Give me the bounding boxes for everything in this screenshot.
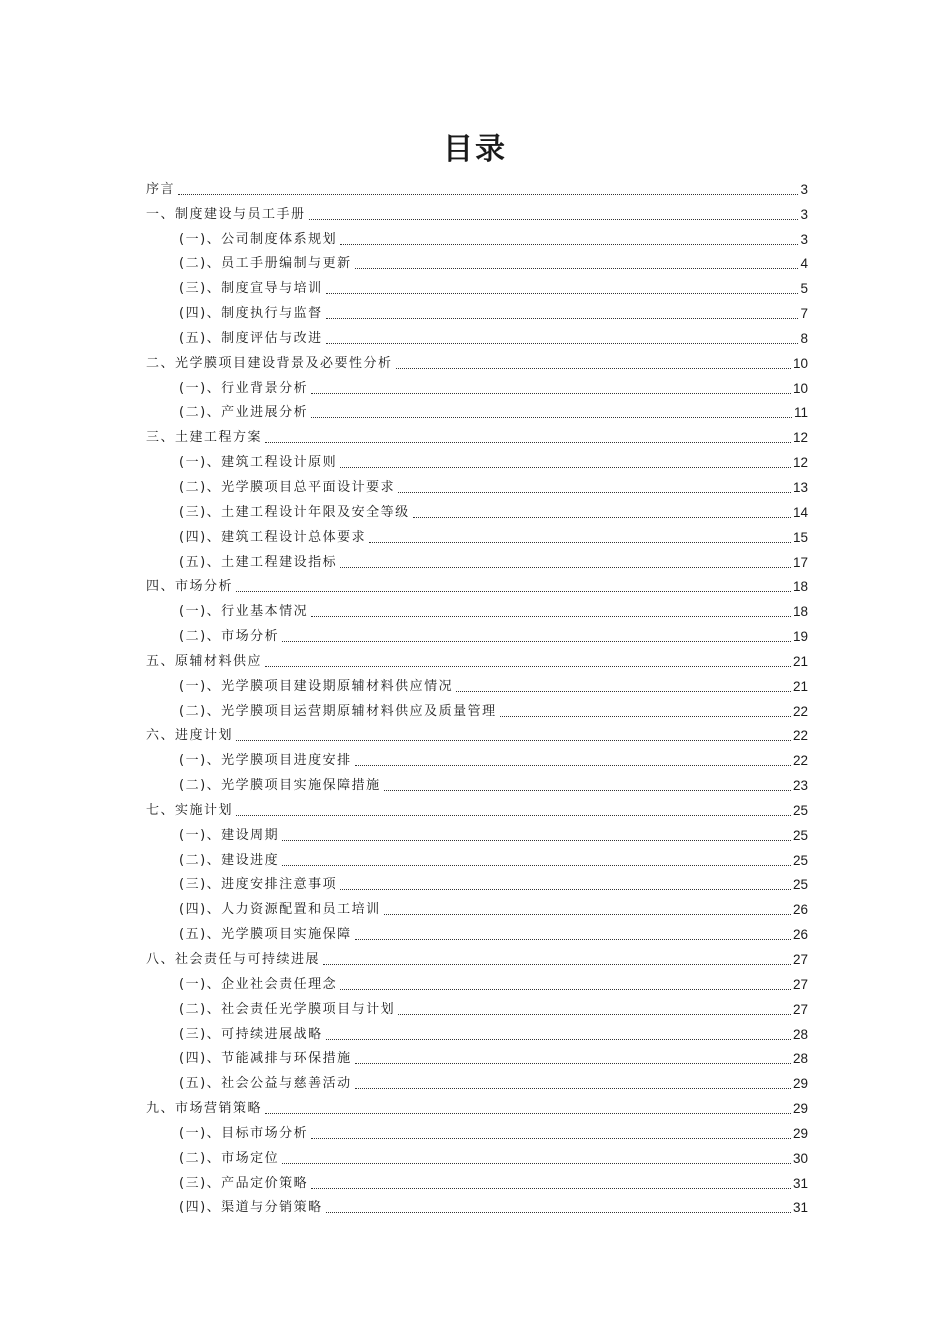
page-title: 目录 [443, 132, 507, 167]
dot-leader [456, 690, 791, 692]
toc-entry-label: (一)、行业背景分析 [179, 380, 309, 396]
toc-entry[interactable] [146, 919, 808, 944]
dot-leader [282, 1162, 791, 1164]
toc-entry[interactable] [146, 795, 808, 820]
toc-entry-label: 四、市场分析 [146, 579, 234, 595]
toc-entry-page-number: 25 [792, 802, 808, 818]
toc-entry-page-number: 29 [792, 1101, 808, 1117]
toc-entry-label: (五)、土建工程建设指标 [179, 554, 338, 570]
dot-leader [326, 342, 799, 344]
toc-entry-page-number: 4 [800, 256, 808, 272]
toc-entry-page-number: 14 [792, 504, 808, 520]
dot-leader [355, 938, 791, 940]
toc-entry-page-number: 28 [792, 1026, 808, 1042]
toc-entry-page-number: 21 [792, 678, 808, 694]
toc-entry[interactable] [146, 696, 808, 721]
toc-entry-page-number: 25 [792, 827, 808, 843]
toc-entry-page-number: 25 [792, 852, 808, 868]
toc-entry-label: (四)、节能减排与环保措施 [179, 1051, 352, 1067]
toc-entry-label: 七、实施计划 [146, 802, 234, 818]
dot-leader [398, 491, 791, 493]
toc-entry-page-number: 29 [792, 1125, 808, 1141]
toc-entry[interactable] [146, 1118, 808, 1143]
toc-entry-label: 五、原辅材料供应 [146, 653, 263, 669]
toc-entry-label: 八、社会责任与可持续进展 [146, 952, 321, 967]
dot-leader [340, 888, 791, 890]
toc-entry-label: (五)、社会公益与慈善活动 [179, 1076, 352, 1092]
toc-entry-label: (四)、渠道与分销策略 [179, 1200, 323, 1216]
toc-entry[interactable] [146, 273, 808, 298]
toc-entry-label: (二)、光学膜项目总平面设计要求 [179, 479, 396, 495]
toc-entry-label: (一)、企业社会责任理念 [179, 976, 338, 992]
toc-entry-label: (二)、产业进展分析 [179, 405, 309, 421]
dot-leader [340, 566, 791, 568]
toc-entry-page-number: 11 [793, 405, 808, 421]
toc-entry[interactable] [146, 398, 808, 423]
dot-leader [355, 764, 791, 766]
dot-leader [311, 1187, 791, 1189]
toc-entry-label: (一)、建筑工程设计原则 [179, 455, 338, 471]
toc-entry-page-number: 22 [792, 753, 808, 769]
toc-entry-label: (五)、制度评估与改进 [179, 330, 323, 346]
toc-entry-page-number: 12 [792, 430, 808, 446]
toc-entry[interactable] [146, 1168, 808, 1193]
toc-entry[interactable] [146, 969, 808, 994]
dot-leader [384, 913, 791, 915]
toc-entry[interactable] [146, 249, 808, 274]
table-of-contents [146, 174, 808, 1217]
toc-entry[interactable] [146, 770, 808, 795]
toc-entry-page-number: 5 [800, 281, 808, 297]
dot-leader [413, 516, 791, 518]
toc-entry[interactable] [146, 373, 808, 398]
toc-entry[interactable] [146, 199, 808, 224]
toc-entry-page-number: 12 [792, 455, 808, 471]
dot-leader [265, 665, 791, 667]
toc-entry-page-number: 3 [800, 206, 808, 222]
toc-entry-label: (一)、目标市场分析 [179, 1125, 309, 1141]
toc-entry-label: (四)、人力资源配置和员工培训 [179, 902, 381, 918]
toc-entry-label: (三)、进度安排注意事项 [179, 877, 338, 893]
toc-entry-label: (二)、光学膜项目运营期原辅材料供应及质量管理 [179, 703, 497, 719]
dot-leader [311, 1137, 791, 1139]
dot-leader [326, 292, 799, 294]
toc-entry-label: 二、光学膜项目建设背景及必要性分析 [146, 355, 393, 371]
toc-entry-page-number: 31 [792, 1200, 808, 1216]
toc-entry[interactable] [146, 174, 808, 199]
toc-entry[interactable] [146, 1143, 808, 1168]
toc-entry-page-number: 29 [792, 1076, 808, 1092]
dot-leader [323, 963, 791, 965]
toc-entry[interactable] [146, 1093, 808, 1118]
toc-entry-page-number: 27 [792, 976, 808, 992]
dot-leader [355, 267, 799, 269]
dot-leader [340, 243, 798, 245]
dot-leader [311, 615, 791, 617]
toc-entry-label: (三)、产品定价策略 [179, 1175, 309, 1191]
toc-entry[interactable] [146, 547, 808, 572]
dot-leader [311, 416, 792, 418]
toc-entry-page-number: 27 [792, 952, 808, 967]
dot-leader [236, 814, 791, 816]
toc-entry-page-number: 21 [792, 653, 808, 669]
toc-entry[interactable] [146, 497, 808, 522]
toc-entry[interactable] [146, 994, 808, 1019]
toc-entry[interactable] [146, 1068, 808, 1093]
toc-entry-label: (三)、制度宣导与培训 [179, 281, 323, 297]
toc-entry-label: (二)、社会责任光学膜项目与计划 [179, 1001, 396, 1017]
toc-entry[interactable] [146, 522, 808, 547]
toc-entry-label: (四)、建筑工程设计总体要求 [179, 529, 367, 545]
toc-entry-page-number: 30 [792, 1150, 808, 1166]
toc-entry[interactable] [146, 820, 808, 845]
toc-entry-page-number: 15 [792, 529, 808, 545]
dot-leader [236, 590, 791, 592]
toc-entry-page-number: 22 [792, 703, 808, 719]
toc-entry[interactable] [146, 894, 808, 919]
toc-entry[interactable] [146, 745, 808, 770]
toc-entry-page-number: 17 [792, 554, 808, 570]
toc-entry[interactable] [146, 1193, 808, 1218]
toc-entry-label: (三)、土建工程设计年限及安全等级 [179, 504, 410, 520]
toc-entry-page-number: 26 [792, 927, 808, 943]
dot-leader [282, 839, 791, 841]
toc-entry-label: (二)、市场分析 [179, 629, 280, 645]
dot-leader [282, 640, 791, 642]
toc-entry-label: (二)、市场定位 [179, 1150, 280, 1166]
toc-entry-page-number: 3 [800, 181, 808, 197]
toc-entry[interactable] [146, 298, 808, 323]
toc-entry-label: (三)、可持续进展战略 [179, 1026, 323, 1042]
toc-entry[interactable] [146, 646, 808, 671]
toc-entry-page-number: 10 [792, 380, 808, 396]
toc-entry-label: (一)、光学膜项目进度安排 [179, 753, 352, 769]
dot-leader [309, 218, 799, 220]
toc-entry[interactable] [146, 422, 808, 447]
toc-entry[interactable] [146, 721, 808, 746]
toc-entry-page-number: 3 [800, 231, 808, 247]
toc-entry-page-number: 25 [792, 877, 808, 893]
dot-leader [311, 392, 791, 394]
toc-entry-page-number: 27 [792, 1001, 808, 1017]
toc-entry-page-number: 26 [792, 902, 808, 918]
toc-entry-label: (二)、员工手册编制与更新 [179, 256, 352, 272]
toc-entry-label: 序言 [146, 181, 176, 197]
toc-entry-page-number: 22 [792, 728, 808, 744]
dot-leader [355, 1087, 791, 1089]
toc-entry-page-number: 31 [792, 1175, 808, 1191]
dot-leader [326, 1211, 791, 1213]
dot-leader [265, 1112, 791, 1114]
toc-entry[interactable] [146, 845, 808, 870]
dot-leader [396, 367, 791, 369]
dot-leader [398, 1013, 791, 1015]
toc-entry[interactable] [146, 348, 808, 373]
dot-leader [326, 1038, 791, 1040]
toc-entry-label: 三、土建工程方案 [146, 430, 263, 446]
toc-entry-page-number: 28 [792, 1051, 808, 1067]
toc-entry[interactable] [146, 572, 808, 597]
dot-leader [369, 541, 791, 543]
toc-entry[interactable] [146, 224, 808, 249]
dot-leader [384, 789, 791, 791]
toc-entry[interactable] [146, 671, 808, 696]
toc-entry-page-number: 23 [792, 778, 808, 794]
toc-entry[interactable] [146, 1019, 808, 1044]
dot-leader [340, 466, 791, 468]
toc-entry-label: (五)、光学膜项目实施保障 [179, 927, 352, 943]
dot-leader [282, 864, 791, 866]
toc-entry-label: 一、制度建设与员工手册 [146, 206, 306, 222]
toc-entry-page-number: 8 [800, 330, 808, 346]
toc-entry[interactable] [146, 596, 808, 621]
toc-entry-label: (一)、光学膜项目建设期原辅材料供应情况 [179, 678, 454, 694]
toc-entry-label: (一)、行业基本情况 [179, 604, 309, 620]
toc-entry-label: (一)、建设周期 [179, 827, 280, 843]
toc-entry[interactable] [146, 621, 808, 646]
toc-entry-page-number: 7 [800, 306, 808, 322]
dot-leader [500, 715, 791, 717]
dot-leader [178, 193, 798, 195]
toc-entry-page-number: 18 [792, 579, 808, 595]
toc-entry[interactable] [146, 870, 808, 895]
toc-entry-label: 九、市场营销策略 [146, 1101, 263, 1117]
toc-entry[interactable] [146, 1044, 808, 1069]
dot-leader [355, 1062, 791, 1064]
toc-entry-page-number: 13 [792, 479, 808, 495]
toc-entry-label: (一)、公司制度体系规划 [179, 231, 338, 247]
toc-entry[interactable] [146, 472, 808, 497]
toc-entry-label: (二)、建设进度 [179, 852, 280, 868]
toc-entry-page-number: 18 [792, 604, 808, 620]
toc-entry-page-number: 19 [792, 629, 808, 645]
dot-leader [340, 988, 791, 990]
toc-entry-label: (二)、光学膜项目实施保障措施 [179, 778, 381, 794]
dot-leader [236, 739, 791, 741]
dot-leader [326, 317, 799, 319]
toc-entry[interactable] [146, 944, 808, 969]
toc-entry[interactable] [146, 447, 808, 472]
dot-leader [265, 441, 791, 443]
toc-entry[interactable] [146, 323, 808, 348]
toc-entry-label: (四)、制度执行与监督 [179, 306, 323, 322]
toc-entry-label: 六、进度计划 [146, 728, 234, 744]
toc-entry-page-number: 10 [792, 355, 808, 371]
